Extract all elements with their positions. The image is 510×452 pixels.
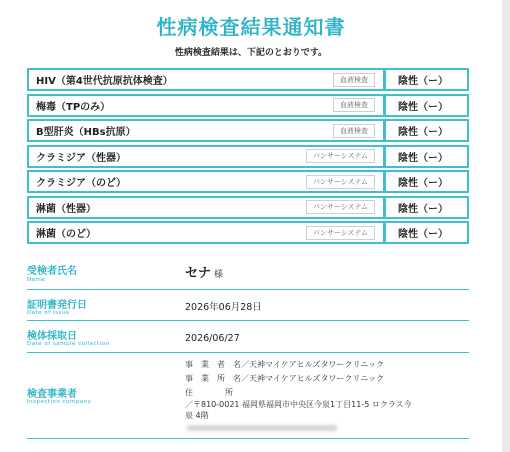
- test-cell: [27, 94, 385, 117]
- method-badge: パンサーシステム: [306, 149, 375, 163]
- company-name-line: 事 業 者 名／天神マイケアヒルズタワークリニック: [185, 360, 384, 369]
- test-name: HIV（第4世代抗原抗体検査）: [36, 76, 173, 87]
- test-result: 陰性（ー）: [385, 170, 469, 193]
- test-row: [27, 68, 469, 91]
- method-badge: 血液検査: [333, 73, 375, 87]
- method-badge: パンサーシステム: [306, 200, 375, 214]
- test-row: [27, 196, 469, 219]
- patient-name-label: 受検者氏名: [27, 266, 77, 277]
- address-line: ／〒810-0021 福岡県福岡市中央区今泉1丁目11-5 ロクラス今: [185, 400, 412, 409]
- collection-date-section: [27, 321, 469, 353]
- test-name: 淋菌（性器）: [36, 203, 96, 215]
- address-label-line: 住 所: [185, 388, 233, 397]
- patient-name-label-en: Name: [27, 277, 46, 283]
- test-name: 梅毒（TPのみ）: [36, 101, 111, 113]
- test-name: 淋菌（のど）: [36, 229, 96, 240]
- method-badge: 血液検査: [333, 124, 375, 138]
- test-cell: [27, 68, 385, 91]
- test-name: クラミジア（のど）: [36, 178, 126, 189]
- method-badge: パンサーシステム: [306, 226, 375, 240]
- issue-date-value: 2026年06月28日: [185, 302, 262, 313]
- address-line-cont: 泉 4階: [185, 411, 209, 420]
- company-section: [27, 353, 469, 439]
- collection-date-value: 2026/06/27: [185, 333, 240, 344]
- page-subtitle: 性病検査結果は、下記のとおりです。: [174, 48, 328, 58]
- test-cell: [27, 196, 385, 219]
- test-cell: [27, 170, 385, 193]
- patient-name: セナ: [185, 266, 212, 281]
- test-name: B型肝炎（HBs抗原）: [36, 127, 136, 138]
- test-row: [27, 221, 469, 244]
- results-table: [27, 68, 469, 247]
- test-cell: [27, 221, 385, 244]
- issue-date-label-en: Date of issue: [27, 310, 70, 316]
- test-cell: [27, 145, 385, 168]
- test-result: 陰性（ー）: [385, 145, 469, 168]
- method-badge: パンサーシステム: [306, 175, 375, 189]
- test-row: [27, 94, 469, 117]
- office-name-line: 事 業 所 名／天神マイケアヒルズタワークリニック: [185, 374, 384, 383]
- test-row: [27, 170, 469, 193]
- company-label: 検査事業者: [27, 389, 77, 400]
- test-result: 陰性（ー）: [385, 68, 469, 91]
- test-name: クラミジア（性器）: [36, 152, 126, 164]
- issue-date-label: 証明書発行日: [27, 300, 87, 311]
- collection-date-label: 検体採取日: [27, 331, 77, 342]
- page-title: 性病検査結果通知書: [156, 15, 346, 39]
- test-result: 陰性（ー）: [385, 196, 469, 219]
- redacted-text: [187, 425, 337, 431]
- method-badge: 血液検査: [333, 98, 375, 112]
- test-result: 陰性（ー）: [385, 119, 469, 142]
- test-result: 陰性（ー）: [385, 94, 469, 117]
- patient-name-section: [27, 256, 469, 290]
- test-row: [27, 145, 469, 168]
- collection-date-label-en: Date of sample collection: [27, 341, 110, 347]
- test-cell: [27, 119, 385, 142]
- patient-name-value: [185, 262, 223, 281]
- issue-date-section: [27, 290, 469, 321]
- company-label-en: Inspection company: [27, 399, 92, 405]
- window-edge: [502, 0, 510, 452]
- honorific: 様: [214, 270, 224, 280]
- test-row: [27, 119, 469, 142]
- test-result: 陰性（ー）: [385, 221, 469, 244]
